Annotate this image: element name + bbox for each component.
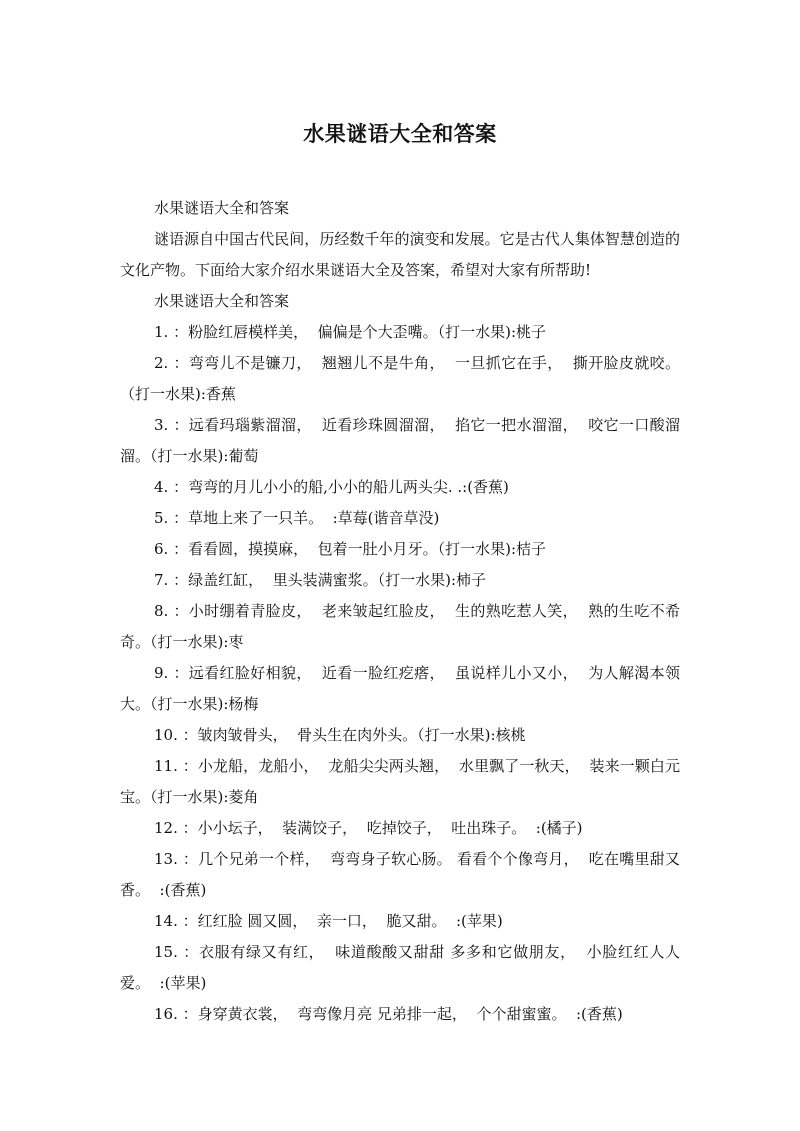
- paragraph: 水果谜语大全和答案: [154, 199, 290, 217]
- riddle-item: 13. ：几个兄弟一个样， 弯弯身子软心肠。 看看个个像弯月， 吃在嘴里甜又香。 :(香蕉): [120, 850, 680, 899]
- riddle-item: 12. ：小小坛子， 装满饺子， 吃掉饺子， 吐出珠子。 :(橘子): [154, 819, 583, 837]
- riddle-item: 4. ：弯弯的月儿小小的船,小小的船儿两头尖. .:(香蕉): [154, 478, 509, 496]
- riddle-item: 2. ：弯弯儿不是镰刀， 翘翘儿不是牛角， 一旦抓它在手， 撕开脸皮就咬。（打一水果):香蕉: [120, 354, 680, 403]
- riddle-item: 15. ：衣服有绿又有红， 味道酸酸又甜甜 多多和它做朋友， 小脸红红人人爱。 :(苹果): [120, 943, 680, 992]
- riddle-item: 8. ：小时绷着青脸皮， 老来皱起红脸皮， 生的熟吃惹人笑， 熟的生吃不希奇。（打一水果):枣: [120, 602, 680, 651]
- paragraph: 谜语源自中国古代民间，历经数千年的演变和发展。它是古代人集体智慧创造的文化产物。下面给大家介绍水果谜语大全及答案，希望对大家有所帮助!: [120, 230, 680, 279]
- riddle-item: 14. ：红红脸 圆又圆， 亲一口， 脆又甜。 :(苹果): [154, 912, 503, 930]
- riddle-item: 11. ：小龙船，龙船小， 龙船尖尖两头翘， 水里飘了一秋天， 装来一颗白元宝。（打一水果):菱角: [120, 757, 680, 806]
- riddle-item: 7. ：绿盖红缸， 里头装满蜜浆。（打一水果):柿子: [154, 571, 487, 589]
- paragraph: 水果谜语大全和答案: [154, 292, 290, 310]
- riddle-item: 5. ：草地上来了一只羊。 :草莓(谐音草没): [154, 509, 440, 527]
- document-body: [120, 193, 680, 1030]
- riddle-item: 1. ：粉脸红唇模样美， 偏偏是个大歪嘴。（打一水果):桃子: [154, 323, 547, 341]
- riddle-item: 6. ：看看圆，摸摸麻， 包着一肚小月牙。（打一水果):桔子: [154, 540, 547, 558]
- riddle-item: 16. ：身穿黄衣裳， 弯弯像月亮 兄弟排一起， 个个甜蜜蜜。 :(香蕉): [154, 1005, 623, 1023]
- riddle-item: 10. ：皱肉皱骨头， 骨头生在肉外头。（打一水果):核桃: [154, 726, 526, 744]
- riddle-item: 9. ：远看红脸好相貌， 近看一脸红疙瘩， 虽说样儿小又小， 为人解渴本领大。（打一水果):杨梅: [120, 664, 680, 713]
- riddle-item: 3. ：远看玛瑙紫溜溜， 近看珍珠圆溜溜， 掐它一把水溜溜， 咬它一口酸溜溜。（打一水果):葡萄: [120, 416, 680, 465]
- document-title: 水果谜语大全和答案: [303, 122, 497, 146]
